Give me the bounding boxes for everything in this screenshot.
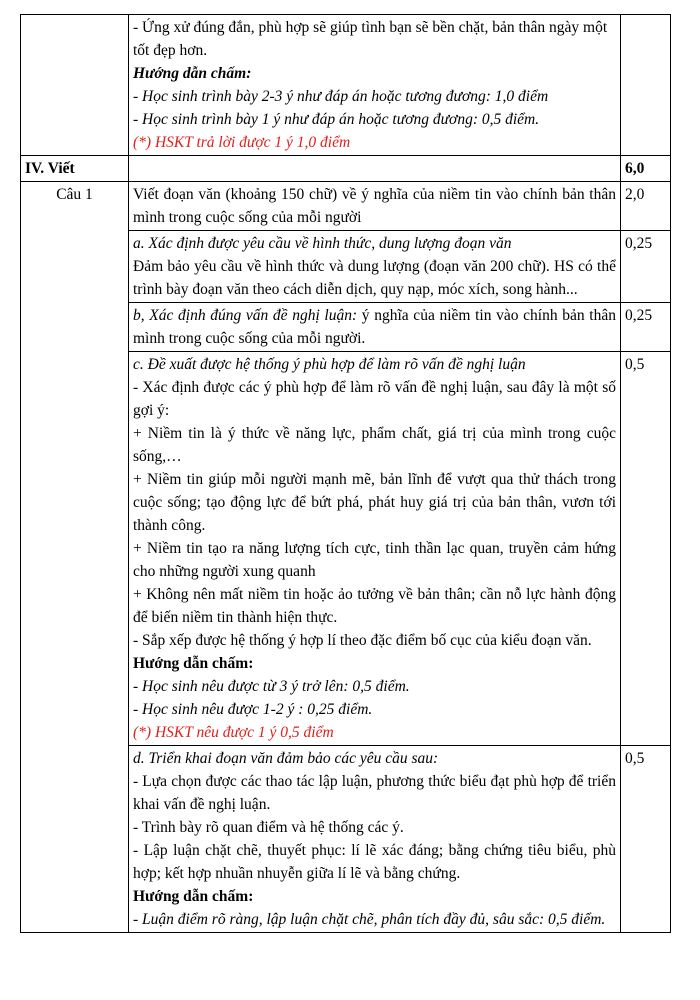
guide-line: - Luận điểm rõ ràng, lập luận chặt chẽ, phân tích đầy đủ, sâu sắc: 0,5 điểm. <box>133 911 606 928</box>
criterion-score: 0,5 <box>621 352 671 746</box>
score-cell <box>621 15 671 156</box>
criterion-d <box>129 746 621 933</box>
question-score: 2,0 <box>621 182 671 231</box>
answer-line: - Lựa chọn được các thao tác lập luận, phương thức biểu đạt phù hợp để triển khai vấn đề nghị luận. <box>133 773 616 813</box>
section-row <box>21 156 671 182</box>
guide-title: Hướng dẫn chấm: <box>133 65 252 82</box>
criterion-score: 0,25 <box>621 303 671 352</box>
guide-line: - Học sinh nêu được 1-2 ý : 0,25 điểm. <box>133 701 373 718</box>
criterion-c <box>129 352 621 746</box>
criterion-text: Đảm bảo yêu cầu về hình thức và dung lượng (đoạn văn 200 chữ). HS có thể trình bày đoạn văn theo cách diễn dịch, quy nạp, móc xích, song hành... <box>133 258 616 298</box>
answer-line: - Trình bày rõ quan điểm và hệ thống các ý. <box>133 819 404 836</box>
answer-line: + Niềm tin tạo ra năng lượng tích cực, tinh thần lạc quan, truyền cảm hứng cho những người xung quanh <box>133 540 616 580</box>
section-score: 6,0 <box>621 156 671 182</box>
criterion-title: a. Xác định được yêu cầu về hình thức, dung lượng đoạn văn <box>133 235 512 252</box>
criterion-text: ý nghĩa của niềm tin vào chính bản thân mình trong cuộc sống của mỗi người. <box>133 307 616 347</box>
hskt-note: (*) HSKT nêu được 1 ý 0,5 điểm <box>133 724 334 741</box>
answer-line: + Không nên mất niềm tin hoặc ảo tưởng về bản thân; cần nỗ lực hành động để biến niềm tin thành hiện thực. <box>133 586 616 626</box>
answer-line: + Niềm tin giúp mỗi người mạnh mẽ, bản lĩnh để vượt qua thử thách trong cuộc sống; tạo động lực để bứt phá, phát huy giá trị của bản thân, vươn tới thành công. <box>133 471 616 534</box>
answer-line: + Niềm tin là ý thức về năng lực, phẩm chất, giá trị của mình trong cuộc sống,… <box>133 425 616 465</box>
content-cell <box>129 15 621 156</box>
answer-line: - Ứng xử đúng đắn, phù hợp sẽ giúp tình bạn sẽ bền chặt, bản thân ngày một tốt đẹp hơn. <box>133 19 608 59</box>
guide-line: - Học sinh trình bày 2-3 ý như đáp án hoặc tương đương: 1,0 điểm <box>133 88 549 105</box>
criterion-b <box>129 303 621 352</box>
question-label: Câu 1 <box>21 182 129 933</box>
criterion-score: 0,25 <box>621 231 671 303</box>
criterion-a <box>129 231 621 303</box>
answer-line: - Sắp xếp được hệ thống ý hợp lí theo đặc điểm bố cục của kiểu đoạn văn. <box>133 632 592 649</box>
guide-title: Hướng dẫn chấm: <box>133 655 254 672</box>
label-cell <box>21 15 129 156</box>
grading-table <box>20 14 671 933</box>
guide-line: - Học sinh trình bày 1 ý như đáp án hoặc tương đương: 0,5 điểm. <box>133 111 540 128</box>
hskt-note: (*) HSKT trả lời được 1 ý 1,0 điểm <box>133 134 351 151</box>
guide-title: Hướng dẫn chấm: <box>133 888 254 905</box>
answer-line: - Lập luận chặt chẽ, thuyết phục: lí lẽ xác đáng; bằng chứng tiêu biểu, phù hợp; kết hợp nhuần nhuyễn giữa lí lẽ và bằng chứng. <box>133 842 616 882</box>
question-text: Viết đoạn văn (khoảng 150 chữ) về ý nghĩa của niềm tin vào chính bản thân mình trong cuộc sống của mỗi người <box>129 182 621 231</box>
guide-line: - Học sinh nêu được từ 3 ý trở lên: 0,5 điểm. <box>133 678 410 695</box>
section-label: IV. Viết <box>21 156 129 182</box>
criterion-title: b, Xác định đúng vấn đề nghị luận: <box>133 307 358 324</box>
table-row <box>21 15 671 156</box>
section-content <box>129 156 621 182</box>
answer-line: - Xác định được các ý phù hợp để làm rõ vấn đề nghị luận, sau đây là một số gợi ý: <box>133 379 616 419</box>
question-row <box>21 182 671 231</box>
criterion-title: c. Đề xuất được hệ thống ý phù hợp để làm rõ vấn đề nghị luận <box>133 356 526 373</box>
criterion-score: 0,5 <box>621 746 671 933</box>
criterion-title: d. Triển khai đoạn văn đảm bảo các yêu cầu sau: <box>133 750 439 767</box>
